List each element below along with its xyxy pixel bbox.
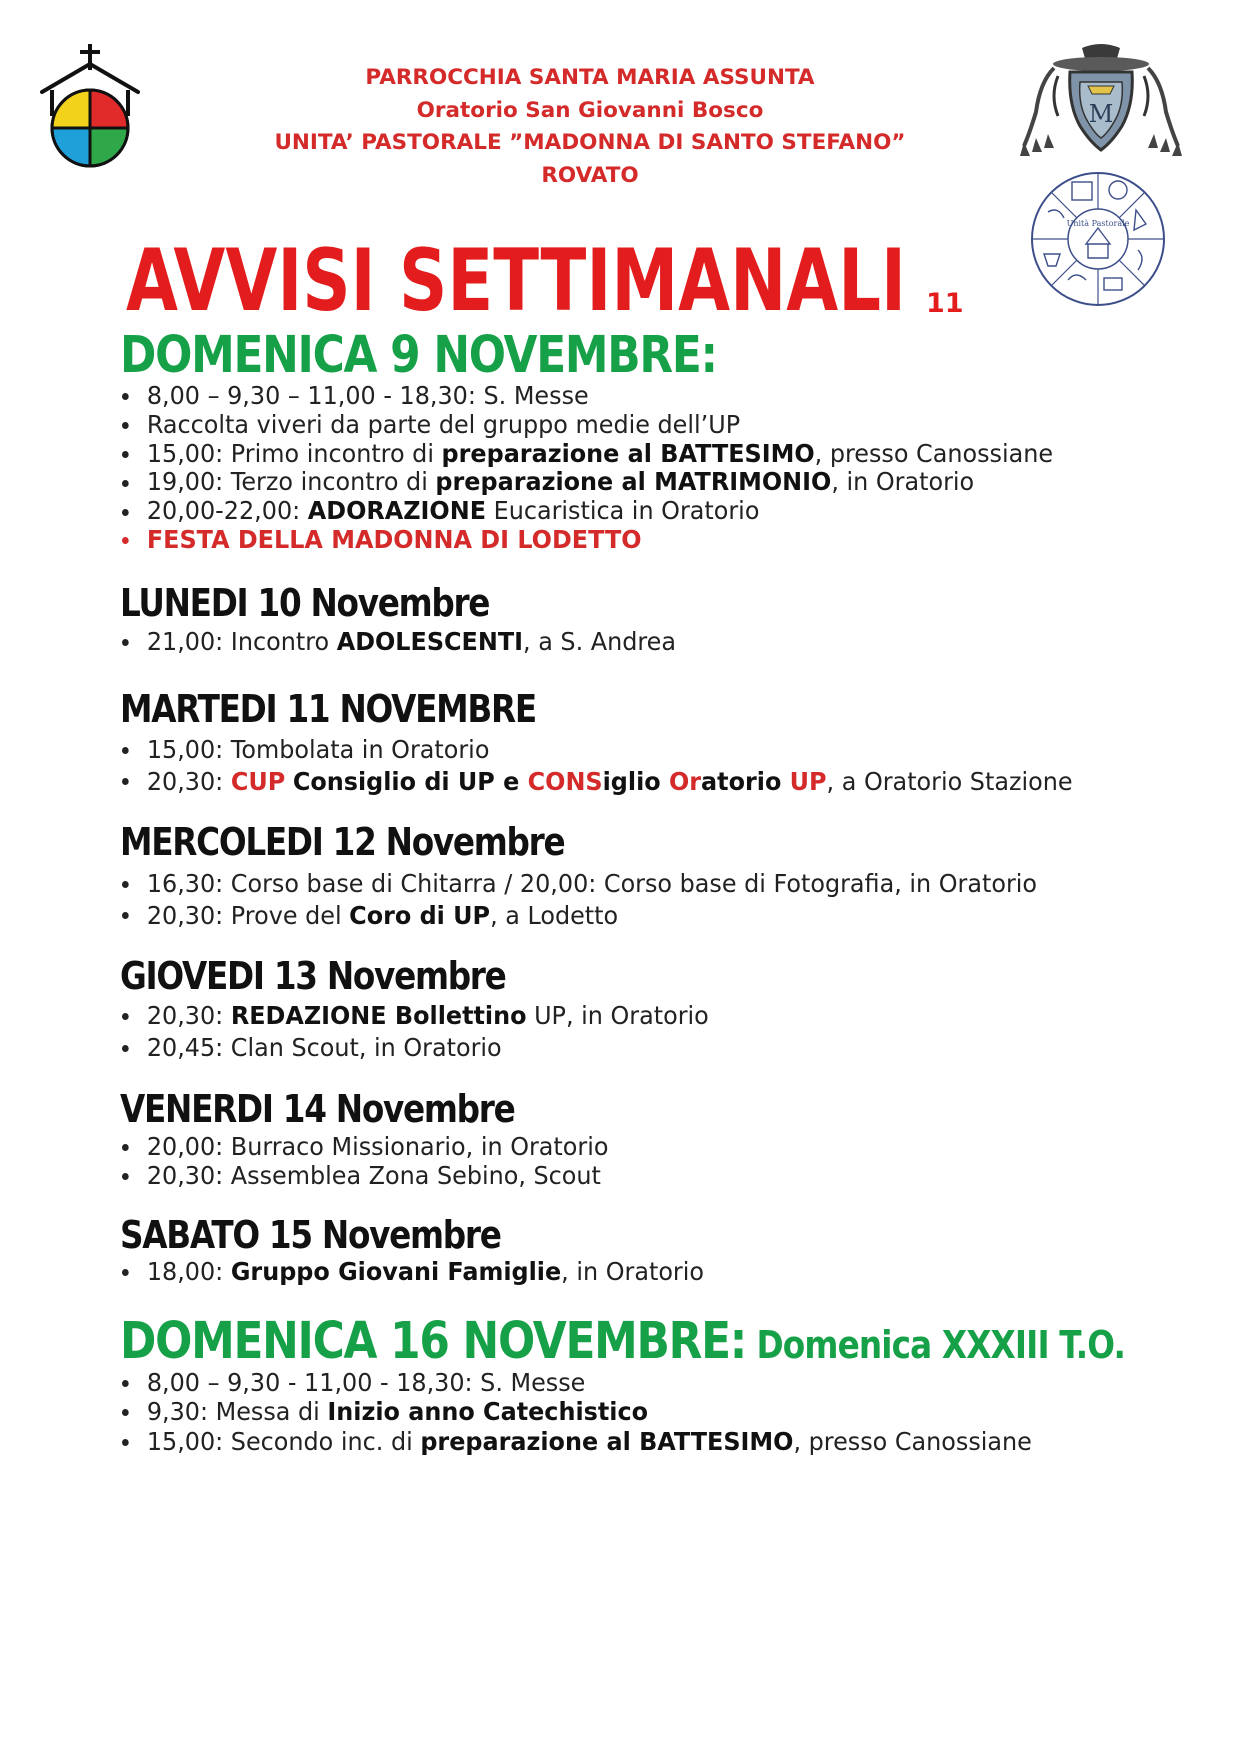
event-text: , a Lodetto [490, 900, 619, 930]
event-item [122, 1000, 709, 1032]
event-text: 15,00: Secondo inc. di [146, 1426, 421, 1456]
event-text: 8,00 – 9,30 – 11,00 - 18,30: S. Messe [146, 381, 589, 410]
event-list [122, 1000, 736, 1064]
event-item [122, 734, 1073, 766]
event-item [122, 440, 1053, 469]
event-text: 20,30: Assemblea Zona Sebino, Scout [146, 1161, 601, 1190]
event-text: 20,45: Clan Scout, in Oratorio [146, 1033, 502, 1062]
event-item [122, 411, 1053, 440]
event-item [122, 900, 1037, 932]
day-heading-text: MERCOLEDI 12 Novembre [120, 820, 565, 864]
parish-header [200, 62, 980, 192]
day-heading-text: LUNEDI 10 Novembre [120, 581, 490, 625]
event-highlight: preparazione al BATTESIMO [441, 438, 815, 468]
event-text: Eucaristica in Oratorio [486, 496, 760, 526]
day-heading-text: DOMENICA 16 NOVEMBRE: [120, 1312, 747, 1371]
event-text: UP, in Oratorio [526, 1001, 709, 1030]
event-text: 21,00: Incontro [146, 627, 337, 656]
oratory-name: Oratorio San Giovanni Bosco [416, 97, 764, 123]
title-text: AVVISI SETTIMANALI [126, 231, 906, 326]
day-heading-text: DOMENICA 9 NOVEMBRE: [120, 326, 717, 385]
day-heading-text: MARTEDI 11 NOVEMBRE [120, 687, 536, 731]
event-text: , presso Canossiane [793, 1426, 1032, 1456]
event-list [122, 627, 702, 656]
event-highlight: UP [789, 766, 827, 796]
event-item [122, 1397, 1032, 1426]
event-text: , in Oratorio [831, 467, 975, 497]
event-list [122, 868, 1080, 931]
event-item [122, 382, 1053, 411]
pastoral-unit-name: UNITA’ PASTORALE ”MADONNA DI SANTO STEFANO” [274, 130, 906, 155]
event-item [122, 627, 676, 656]
event-text: 15,00: Primo incontro di [146, 438, 442, 468]
day-heading [120, 1212, 501, 1258]
day-heading-text: GIOVEDI 13 Novembre [120, 954, 506, 998]
issue-number: 11 [926, 288, 964, 319]
day-heading [120, 580, 489, 626]
event-text: , a Oratorio Stazione [826, 766, 1073, 796]
parish-name: PARROCCHIA SANTA MARIA ASSUNTA [365, 65, 815, 90]
event-item [122, 766, 1073, 798]
svg-text:Unità Pastorale: Unità Pastorale [1066, 219, 1130, 228]
event-text: 20,30: [146, 1001, 231, 1030]
bishop-crest-icon [1020, 42, 1182, 160]
event-list [122, 1257, 731, 1286]
event-text: FESTA DELLA MADONNA DI LODETTO [146, 524, 642, 554]
event-item [122, 526, 1053, 555]
event-highlight: atorio [701, 766, 790, 796]
event-list [122, 734, 1117, 797]
day-heading [120, 1086, 514, 1132]
day-heading-text: VENERDI 14 Novembre [120, 1087, 515, 1131]
main-title [126, 222, 1006, 326]
event-text: , in Oratorio [561, 1257, 704, 1286]
event-text [285, 767, 293, 796]
event-text: 16,30: Corso base di Chitarra / 20,00: Corso base di Fotografia, in Oratorio [146, 869, 1038, 898]
unita-pastorale-seal-icon [1028, 166, 1168, 312]
event-highlight: preparazione al BATTESIMO [420, 1426, 794, 1456]
day-heading [120, 686, 536, 732]
event-item [122, 1132, 608, 1161]
event-item [122, 1368, 1032, 1397]
event-text: , a S. Andrea [523, 627, 676, 656]
event-highlight: Consiglio di UP e [292, 766, 528, 796]
event-item [122, 1032, 709, 1064]
event-text: , presso Canossiane [814, 438, 1054, 468]
event-list [122, 1132, 631, 1190]
svg-text:M: M [1088, 100, 1114, 128]
event-text: 20,00-22,00: [146, 496, 308, 526]
event-text: 8,00 – 9,30 - 11,00 - 18,30: S. Messe [146, 1368, 586, 1397]
day-subheading: Domenica XXXIII T.O. [746, 1323, 1126, 1367]
event-text: 18,00: [146, 1257, 231, 1286]
day-heading-text: SABATO 15 Novembre [120, 1213, 501, 1257]
event-item [122, 1427, 1032, 1456]
event-text: 20,00: Burraco Missionario, in Oratorio [146, 1132, 609, 1161]
event-list [122, 382, 1097, 555]
event-item [122, 497, 1053, 526]
day-heading [120, 1312, 1125, 1375]
event-text: 15,00: Tombolata in Oratorio [146, 735, 490, 764]
day-heading [120, 953, 506, 999]
event-highlight: CUP [230, 766, 286, 796]
event-text: 9,30: Messa di [146, 1397, 328, 1427]
event-text: 19,00: Terzo incontro di [146, 467, 436, 497]
event-list [122, 1368, 1075, 1456]
event-item [122, 868, 1037, 900]
event-item [122, 1257, 704, 1286]
town-name: ROVATO [541, 162, 639, 188]
event-highlight: preparazione al MATRIMONIO [435, 467, 832, 497]
event-item [122, 468, 1053, 497]
day-heading [120, 819, 564, 865]
event-highlight: Or [668, 766, 702, 796]
event-highlight: Gruppo Giovani Famiglie [230, 1257, 562, 1286]
event-text: 20,30: Prove del [146, 900, 350, 930]
event-highlight: Coro di UP [349, 900, 491, 930]
event-highlight: ADOLESCENTI [336, 627, 524, 656]
event-highlight: Inizio anno Catechistico [327, 1397, 648, 1427]
event-highlight: REDAZIONE Bollettino [230, 1001, 527, 1030]
event-highlight: ADORAZIONE [307, 496, 487, 526]
event-highlight: CONS [527, 766, 603, 796]
event-text: 20,30: [146, 766, 231, 796]
event-item [122, 1161, 608, 1190]
event-highlight: iglio [602, 766, 669, 796]
day-heading [120, 326, 717, 386]
oratory-logo-icon [38, 40, 142, 168]
event-text: Raccolta viveri da parte del gruppo medie dell’UP [146, 409, 741, 439]
